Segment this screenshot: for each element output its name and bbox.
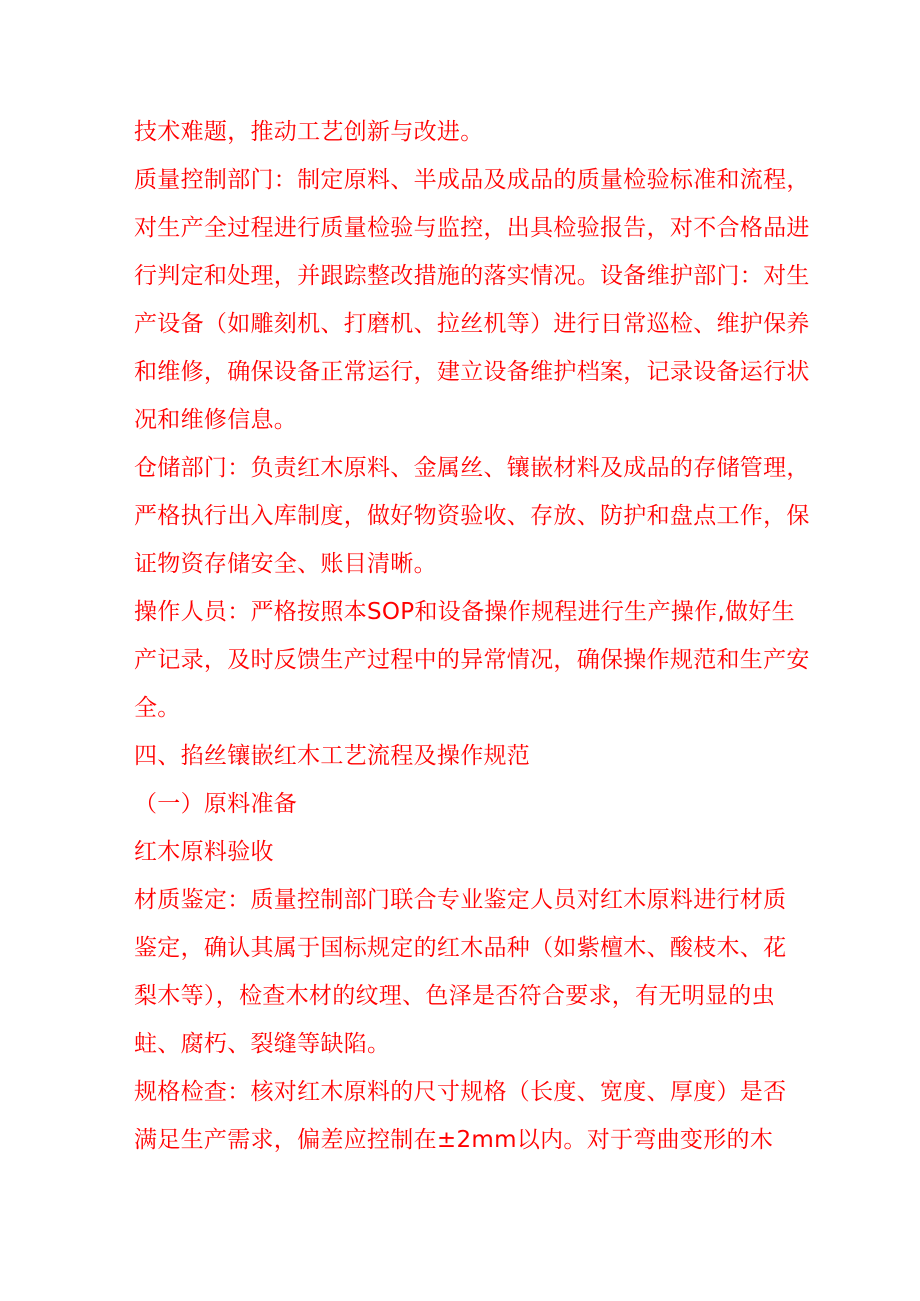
section-heading-4 xyxy=(134,732,814,780)
text-line: 严格执行出入库制度，做好物资验收、存放、防护和盘点工作，保 xyxy=(134,503,810,529)
paragraph-material-identification xyxy=(134,876,814,1068)
text-line: 规格检查：核对红木原料的尺寸规格（长度、宽度、厚度）是否 xyxy=(134,1079,787,1105)
paragraph-warehouse-dept xyxy=(134,444,814,588)
text-line: 质量控制部门：制定原料、半成品及成品的质量检验标准和流程， xyxy=(134,167,810,193)
paragraph-operators xyxy=(134,588,814,732)
heading-line: 四、掐丝镶嵌红木工艺流程及操作规范 xyxy=(134,743,531,769)
text-line: 仓储部门：负责红木原料、金属丝、镶嵌材料及成品的存储管理， xyxy=(134,455,810,481)
text-line: 况和维修信息。 xyxy=(134,407,298,433)
text-line: 蛀、腐朽、裂缝等缺陷。 xyxy=(134,1031,391,1057)
paragraph-continuation xyxy=(134,108,814,156)
subsection-heading-1 xyxy=(134,780,814,828)
text-line: 证物资存储安全、账目清晰。 xyxy=(134,551,437,577)
text-line: 和维修，确保设备正常运行，建立设备维护档案，记录设备运行状 xyxy=(134,359,810,385)
document-body xyxy=(134,108,814,1164)
heading-line: （一）原料准备 xyxy=(134,791,298,817)
text-line: 对生产全过程进行质量检验与监控，出具检验报告，对不合格品进 xyxy=(134,215,810,241)
text-line: 产记录，及时反馈生产过程中的异常情况，确保操作规范和生产安 xyxy=(134,647,810,673)
item-heading-acceptance xyxy=(134,828,814,876)
heading-line: 红木原料验收 xyxy=(134,839,274,865)
text-line: 全。 xyxy=(134,695,181,721)
text-line: 行判定和处理，并跟踪整改措施的落实情况。设备维护部门：对生 xyxy=(134,263,810,289)
text-line: 鉴定，确认其属于国标规定的红木品种（如紫檀木、酸枝木、花 xyxy=(134,935,787,961)
text-line: 产设备（如雕刻机、打磨机、拉丝机等）进行日常巡检、维护保养 xyxy=(134,311,810,337)
paragraph-quality-control-dept xyxy=(134,156,814,444)
text-line: 材质鉴定：质量控制部门联合专业鉴定人员对红木原料进行材质 xyxy=(134,887,787,913)
text-line: 操作人员：严格按照本SOP和设备操作规程进行生产操作,做好生 xyxy=(134,599,795,625)
paragraph-specification-check xyxy=(134,1068,814,1164)
text-line: 技术难题，推动工艺创新与改进。 xyxy=(134,119,484,145)
text-line: 梨木等），检查木材的纹理、色泽是否符合要求，有无明显的虫 xyxy=(134,983,775,1009)
text-line: 满足生产需求，偏差应控制在±2mm以内。对于弯曲变形的木 xyxy=(134,1127,774,1153)
